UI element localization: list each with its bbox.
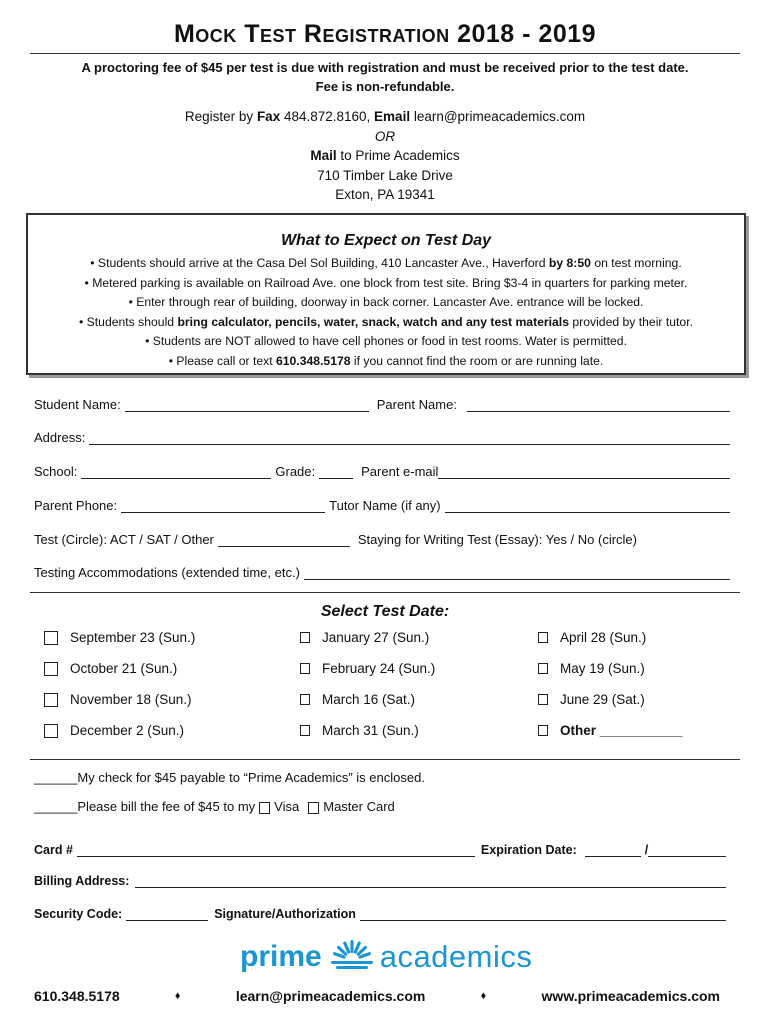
- writing-test-label: Staying for Writing Test (Essay): Yes / No (circle): [357, 532, 637, 547]
- expect-list: [28, 254, 744, 371]
- row-names: [34, 397, 734, 412]
- bill-blank[interactable]: ______: [34, 799, 78, 814]
- row-school: [34, 464, 734, 479]
- row-test: [34, 532, 734, 547]
- test-circle-label: Test (Circle): ACT / SAT / Other: [34, 532, 214, 547]
- register-line: [30, 107, 740, 127]
- date-option[interactable]: [300, 692, 415, 707]
- expiration-month-field[interactable]: [585, 842, 641, 857]
- billing-address-row: [34, 873, 730, 888]
- or-text: OR: [374, 128, 396, 144]
- card-number-label: Card #: [34, 843, 73, 857]
- select-date-title: Select Test Date:: [320, 603, 450, 620]
- date-checkbox[interactable]: [538, 663, 548, 674]
- date-option[interactable]: [44, 661, 177, 676]
- expect-text: on test morning.: [590, 256, 682, 270]
- expect-bold: by 8:50: [548, 256, 591, 270]
- billing-address-field[interactable]: [135, 873, 726, 888]
- mastercard-label: Master Card: [323, 799, 395, 814]
- billing-address-label: Billing Address:: [34, 874, 130, 888]
- expect-item-arrival: [28, 254, 744, 274]
- row-accommodations: [34, 565, 734, 580]
- fee-notice: [30, 58, 740, 96]
- security-row: [34, 906, 730, 921]
- visa-checkbox[interactable]: [259, 802, 270, 814]
- date-option[interactable]: [300, 661, 435, 676]
- date-label: January 27 (Sun.): [322, 630, 430, 645]
- date-checkbox[interactable]: [300, 663, 310, 674]
- address-label: Address:: [34, 430, 86, 445]
- date-label: April 28 (Sun.): [560, 630, 647, 645]
- mail-label: Mail: [310, 148, 337, 163]
- date-option[interactable]: [44, 692, 192, 707]
- expect-text: if you cannot find the room or are running late.: [350, 353, 604, 368]
- expiration-label: Expiration Date:: [480, 843, 577, 857]
- row-address: [34, 430, 734, 445]
- expect-item-phones: • Students are NOT allowed to have cell phones or food in test rooms. Water is permitted.: [145, 334, 627, 348]
- footer: [34, 988, 720, 1004]
- expect-text: • Students should: [79, 314, 178, 329]
- date-label: November 18 (Sun.): [70, 692, 192, 707]
- visa-label: Visa: [274, 799, 300, 814]
- date-checkbox[interactable]: [44, 724, 58, 738]
- city-address: Exton, PA 19341: [335, 187, 435, 202]
- date-checkbox[interactable]: [538, 632, 548, 643]
- expect-text: • Please call or text: [168, 353, 276, 368]
- school-label: School:: [34, 464, 78, 479]
- date-option[interactable]: [44, 630, 195, 645]
- section-divider: [30, 592, 740, 593]
- fee-notice-line1: A proctoring fee of $45 per test is due with registration and must be received prior to the test date.: [81, 60, 689, 75]
- street-address: 710 Timber Lake Drive: [317, 167, 453, 183]
- page-title: Mock Test Registration 2018 - 2019: [173, 20, 597, 48]
- title-divider: [30, 53, 740, 54]
- bill-option: [34, 799, 395, 814]
- date-checkbox[interactable]: [300, 694, 310, 705]
- diamond-icon: ♦: [174, 990, 181, 1002]
- date-checkbox[interactable]: [300, 725, 310, 736]
- expiration-year-field[interactable]: [648, 842, 726, 857]
- date-label: May 19 (Sun.): [560, 661, 645, 676]
- footer-email-link[interactable]: learn@primeacademics.com: [235, 988, 426, 1004]
- expect-item-entrance: • Enter through rear of building, doorway in back corner. Lancaster Ave. entrance will be locked.: [128, 295, 644, 309]
- date-checkbox[interactable]: [44, 631, 58, 645]
- check-label: My check for $45 payable to “Prime Academics” is enclosed.: [77, 770, 425, 785]
- date-option[interactable]: [538, 661, 645, 676]
- fax-label: Fax: [256, 109, 281, 124]
- registration-info: [30, 107, 740, 205]
- address-field[interactable]: [89, 430, 730, 445]
- bill-label: Please bill the fee of $45 to my: [77, 799, 256, 814]
- parent-phone-field[interactable]: [121, 498, 325, 513]
- expect-text: provided by their tutor.: [568, 314, 693, 329]
- test-day-info-box: [26, 213, 746, 375]
- date-label: March 31 (Sun.): [322, 723, 419, 738]
- security-code-label: Security Code:: [34, 907, 123, 921]
- fee-notice-line2: Fee is non-refundable.: [315, 79, 455, 94]
- card-row: [34, 842, 730, 857]
- mastercard-checkbox[interactable]: [308, 802, 319, 814]
- date-label: September 23 (Sun.): [70, 630, 196, 645]
- footer-phone: 610.348.5178: [34, 988, 120, 1004]
- parent-email-label: Parent e-mail: [361, 464, 439, 479]
- date-label: March 16 (Sat.): [322, 692, 416, 707]
- footer-website-link[interactable]: www.primeacademics.com: [541, 988, 720, 1004]
- student-name-label: Student Name:: [34, 397, 121, 412]
- accommodations-label: Testing Accommodations (extended time, etc.): [34, 565, 300, 580]
- parent-email-field[interactable]: [438, 464, 730, 479]
- date-label: December 2 (Sun.): [70, 723, 185, 738]
- student-name-field[interactable]: [125, 397, 369, 412]
- diamond-icon: ♦: [480, 990, 487, 1002]
- expect-text: • Students should arrive at the Casa Del Sol Building, 410 Lancaster Ave., Haverford: [90, 256, 549, 270]
- grade-label: Grade:: [275, 464, 316, 479]
- date-checkbox[interactable]: [44, 662, 58, 676]
- expect-item-materials: [28, 313, 744, 333]
- grade-field[interactable]: [319, 464, 353, 479]
- signature-field[interactable]: [360, 906, 726, 921]
- date-label: February 24 (Sun.): [322, 661, 436, 676]
- school-field[interactable]: [81, 464, 271, 479]
- date-option-other[interactable]: [538, 723, 682, 738]
- check-option: [34, 770, 425, 785]
- date-option[interactable]: [538, 630, 646, 645]
- logo-academics-text: academics: [379, 939, 533, 974]
- check-blank[interactable]: ______: [34, 770, 78, 785]
- expect-bold: 610.348.5178: [275, 353, 351, 368]
- section-divider: [30, 759, 740, 760]
- mail-suffix: to Prime Academics: [336, 148, 460, 163]
- accommodations-field[interactable]: [304, 565, 730, 580]
- date-label-other: Other ___________: [560, 723, 683, 738]
- parent-phone-label: Parent Phone:: [34, 498, 118, 513]
- register-prefix: Register by: [184, 109, 257, 124]
- fax-number: 484.872.8160,: [280, 109, 375, 124]
- date-checkbox[interactable]: [538, 694, 548, 705]
- date-checkbox[interactable]: [300, 632, 310, 643]
- prime-academics-logo: [240, 938, 532, 972]
- date-option[interactable]: [300, 723, 419, 738]
- tutor-name-field[interactable]: [445, 498, 730, 513]
- expect-item-contact: [28, 352, 744, 372]
- parent-name-label: Parent Name:: [376, 397, 457, 412]
- date-label: June 29 (Sat.): [560, 692, 645, 707]
- signature-label: Signature/Authorization: [214, 907, 356, 921]
- tutor-name-label: Tutor Name (if any): [329, 498, 441, 513]
- email-address: learn@primeacademics.com: [410, 109, 586, 124]
- logo-sunburst-icon: [328, 938, 376, 972]
- email-label: Email: [374, 109, 411, 124]
- date-option[interactable]: [44, 723, 184, 738]
- card-number-field[interactable]: [77, 842, 475, 857]
- mail-line: [30, 146, 740, 166]
- date-option[interactable]: [300, 630, 429, 645]
- date-option[interactable]: [538, 692, 645, 707]
- logo-prime-text: prime: [240, 940, 322, 973]
- expiration-slash: /: [644, 843, 649, 857]
- test-other-field[interactable]: [218, 532, 350, 547]
- date-checkbox[interactable]: [538, 725, 548, 736]
- date-checkbox[interactable]: [44, 693, 58, 707]
- expect-item-parking: • Metered parking is available on Railroad Ave. one block from test site. Bring $3-4 in quarters for parking meter.: [84, 275, 688, 290]
- expect-bold: bring calculator, pencils, water, snack, watch and any test materials: [177, 314, 569, 329]
- date-label: October 21 (Sun.): [70, 661, 178, 676]
- security-code-field[interactable]: [126, 906, 208, 921]
- expect-title: What to Expect on Test Day: [280, 232, 492, 249]
- row-phone: [34, 498, 734, 513]
- parent-name-field[interactable]: [467, 397, 730, 412]
